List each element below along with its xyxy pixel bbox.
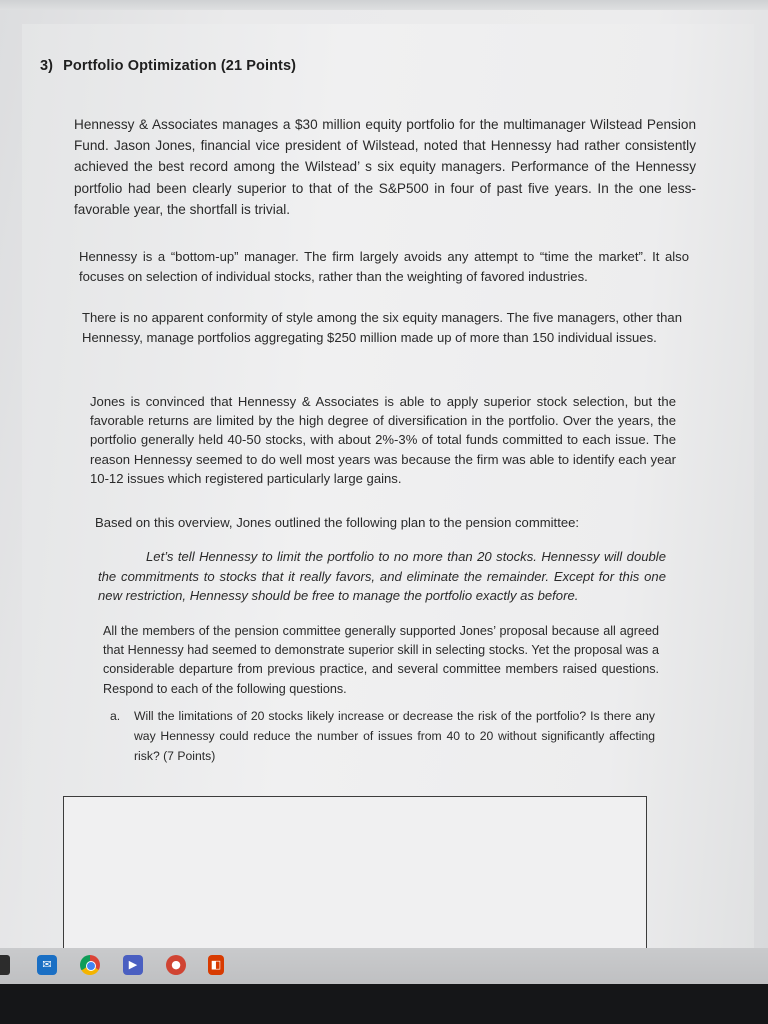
question-title: Portfolio Optimization (21 Points)	[63, 58, 297, 74]
record-icon[interactable]: ●	[166, 955, 186, 975]
question-number: 3)	[40, 58, 54, 74]
paragraph-intro: Hennessy & Associates manages a $30 million equity portfolio for the multimanager Wilstead Pension Fund. Jason Jones, financial vice president of Wilstead, noted that Hennessy had rather consistently achieved the best record among the Wilstead’ s six equity managers. Performance of the Hennessy portfolio had been clearly superior to that of the S&P500 in four of past five years. In the one less-favorable year, the shortfall is trivial.	[74, 117, 696, 217]
paragraph-plan-quote: Let’s tell Hennessy to limit the portfolio to no more than 20 stocks. Hennessy will double the commitments to stocks that it really favors, and eliminate the remainder. Except for this one new restriction, Hennessy should be free to manage the portfolio exactly as before.	[98, 549, 666, 604]
taskbar	[0, 948, 768, 984]
sub-question-a	[110, 707, 655, 766]
paragraph-plan-intro: Based on this overview, Jones outlined the following plan to the pension committee:	[95, 515, 580, 530]
store-icon[interactable]	[0, 955, 10, 975]
monitor-bezel-bottom	[0, 984, 768, 1024]
paragraph-diversification: Jones is convinced that Hennessy & Associates is able to apply superior stock selection, but the favorable returns are limited by the high degree of diversification in the portfolio. Over the years, the portfolio generally held 40-50 stocks, with about 2%-3% of total funds committed to each issue. The reason Hennessy seemed to do well most years was because the firm was able to identify each year 10-12 issues which registered particularly large gains.	[90, 394, 676, 486]
sub-question-text: Will the limitations of 20 stocks likely increase or decrease the risk of the portfolio? Is there any way Hennessy could reduce the number of issues from 40 to 20 without significantly affecting risk? (7 Points)	[134, 709, 655, 763]
office-icon[interactable]: ◧	[208, 955, 224, 975]
question-heading	[40, 58, 296, 74]
answer-text-box[interactable]	[63, 796, 647, 950]
screen	[0, 10, 768, 950]
chrome-icon[interactable]	[80, 955, 100, 975]
paragraph-bottom-up: Hennessy is a “bottom-up” manager. The firm largely avoids any attempt to “time the market”. It also focuses on selection of individual stocks, rather than the weighting of favored industries.	[79, 249, 689, 284]
paragraph-committee: All the members of the pension committee generally supported Jones’ proposal because all agreed that Hennessy had seemed to demonstrate superior skill in selecting stocks. Yet the proposal was a considerable departure from previous practice, and several committee members raised questions. Respond to each of the following questions.	[103, 624, 659, 696]
meet-icon[interactable]: ▶	[123, 955, 143, 975]
mail-icon[interactable]: ✉	[37, 955, 57, 975]
paragraph-style-conformity: There is no apparent conformity of style among the six equity managers. The five managers, other than Hennessy, manage portfolios aggregating $250 million made up of more than 150 individual issues.	[82, 310, 682, 345]
sub-question-label: a.	[110, 709, 121, 723]
